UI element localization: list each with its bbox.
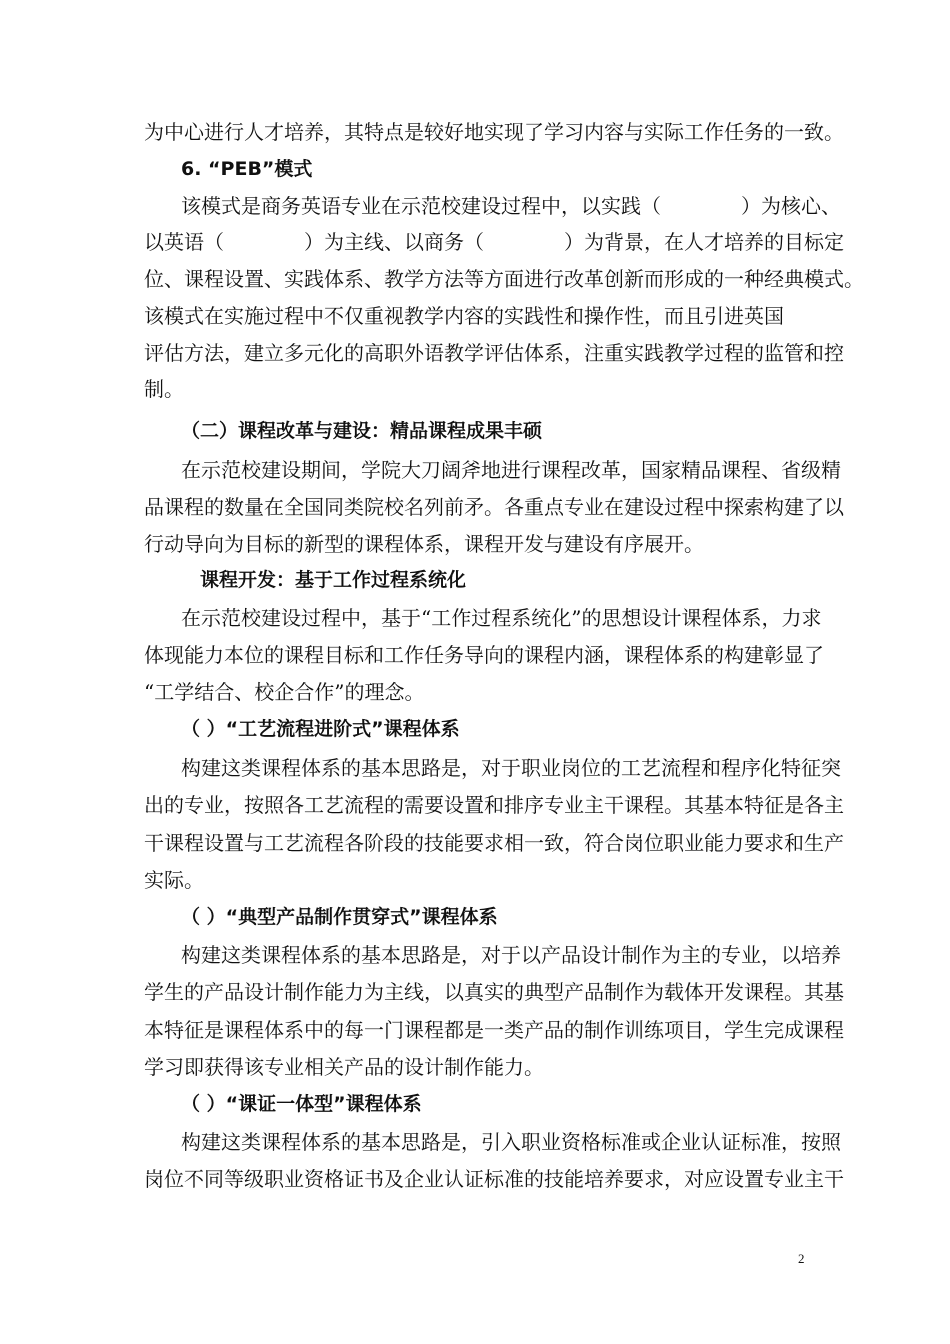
paragraph-line: 该模式在实施过程中不仅重视教学内容的实践性和操作性，而且引进英国 [144,304,784,328]
paragraph-line: 在示范校建设期间，学院大刀阔斧地进行课程改革，国家精品课程、省级精 [181,458,841,482]
section-heading: （ ）“课证一体型”课程体系 [181,1093,422,1115]
paragraph-line: “工学结合、校企合作”的理念。 [144,680,425,704]
paragraph-line: 岗位不同等级职业资格证书及企业认证标准的技能培养要求，对应设置专业主干 [144,1167,844,1191]
section-heading: （ ）“典型产品制作贯穿式”课程体系 [181,906,498,928]
paragraph-line: 行动导向为目标的新型的课程体系，课程开发与建设有序展开。 [144,532,704,556]
section-heading: 课程开发：基于工作过程系统化 [200,569,467,591]
paragraph-line: 学生的产品设计制作能力为主线，以真实的典型产品制作为载体开发课程。其基 [144,980,844,1004]
paragraph-line: 品课程的数量在全国同类院校名列前矛。各重点专业在建设过程中探索构建了以 [144,495,844,519]
paragraph-line: 干课程设置与工艺流程各阶段的技能要求相一致，符合岗位职业能力要求和生产 [144,831,844,855]
paragraph-line: 学习即获得该专业相关产品的设计制作能力。 [144,1055,544,1079]
section-heading: 6. “PEB”模式 [181,158,313,180]
paragraph-line: 体现能力本位的课程目标和工作任务导向的课程内涵，课程体系的构建彰显了 [144,643,824,667]
paragraph-line: 构建这类课程体系的基本思路是，对于以产品设计制作为主的专业，以培养 [181,943,841,967]
paragraph-line: 构建这类课程体系的基本思路是，引入职业资格标准或企业认证标准，按照 [181,1130,841,1154]
paragraph-line: 位、课程设置、实践体系、教学方法等方面进行改革创新而形成的一种经典模式。 [144,267,864,291]
paragraph-line: 本特征是课程体系中的每一门课程都是一类产品的制作训练项目，学生完成课程 [144,1018,844,1042]
paragraph-line: 为中心进行人才培养，其特点是较好地实现了学习内容与实际工作任务的一致。 [144,120,844,144]
section-heading: （二）课程改革与建设：精品课程成果丰硕 [181,420,543,442]
section-heading: （ ）“工艺流程进阶式”课程体系 [181,718,460,740]
paragraph-line: 该模式是商务英语专业在示范校建设过程中，以实践（ ）为核心、 [181,194,841,218]
paragraph-line: 出的专业，按照各工艺流程的需要设置和排序专业主干课程。其基本特征是各主 [144,793,844,817]
paragraph-line: 构建这类课程体系的基本思路是，对于职业岗位的工艺流程和程序化特征突 [181,756,841,780]
paragraph-line: 实际。 [144,868,204,892]
paragraph-line: 评估方法，建立多元化的高职外语教学评估体系，注重实践教学过程的监管和控 [144,341,844,365]
paragraph-line: 制。 [144,377,184,401]
paragraph-line: 以英语（ ）为主线、以商务（ ）为背景，在人才培养的目标定 [144,230,844,254]
paragraph-line: 在示范校建设过程中，基于“工作过程系统化”的思想设计课程体系，力求 [181,606,822,630]
page-number: 2 [798,1251,805,1266]
